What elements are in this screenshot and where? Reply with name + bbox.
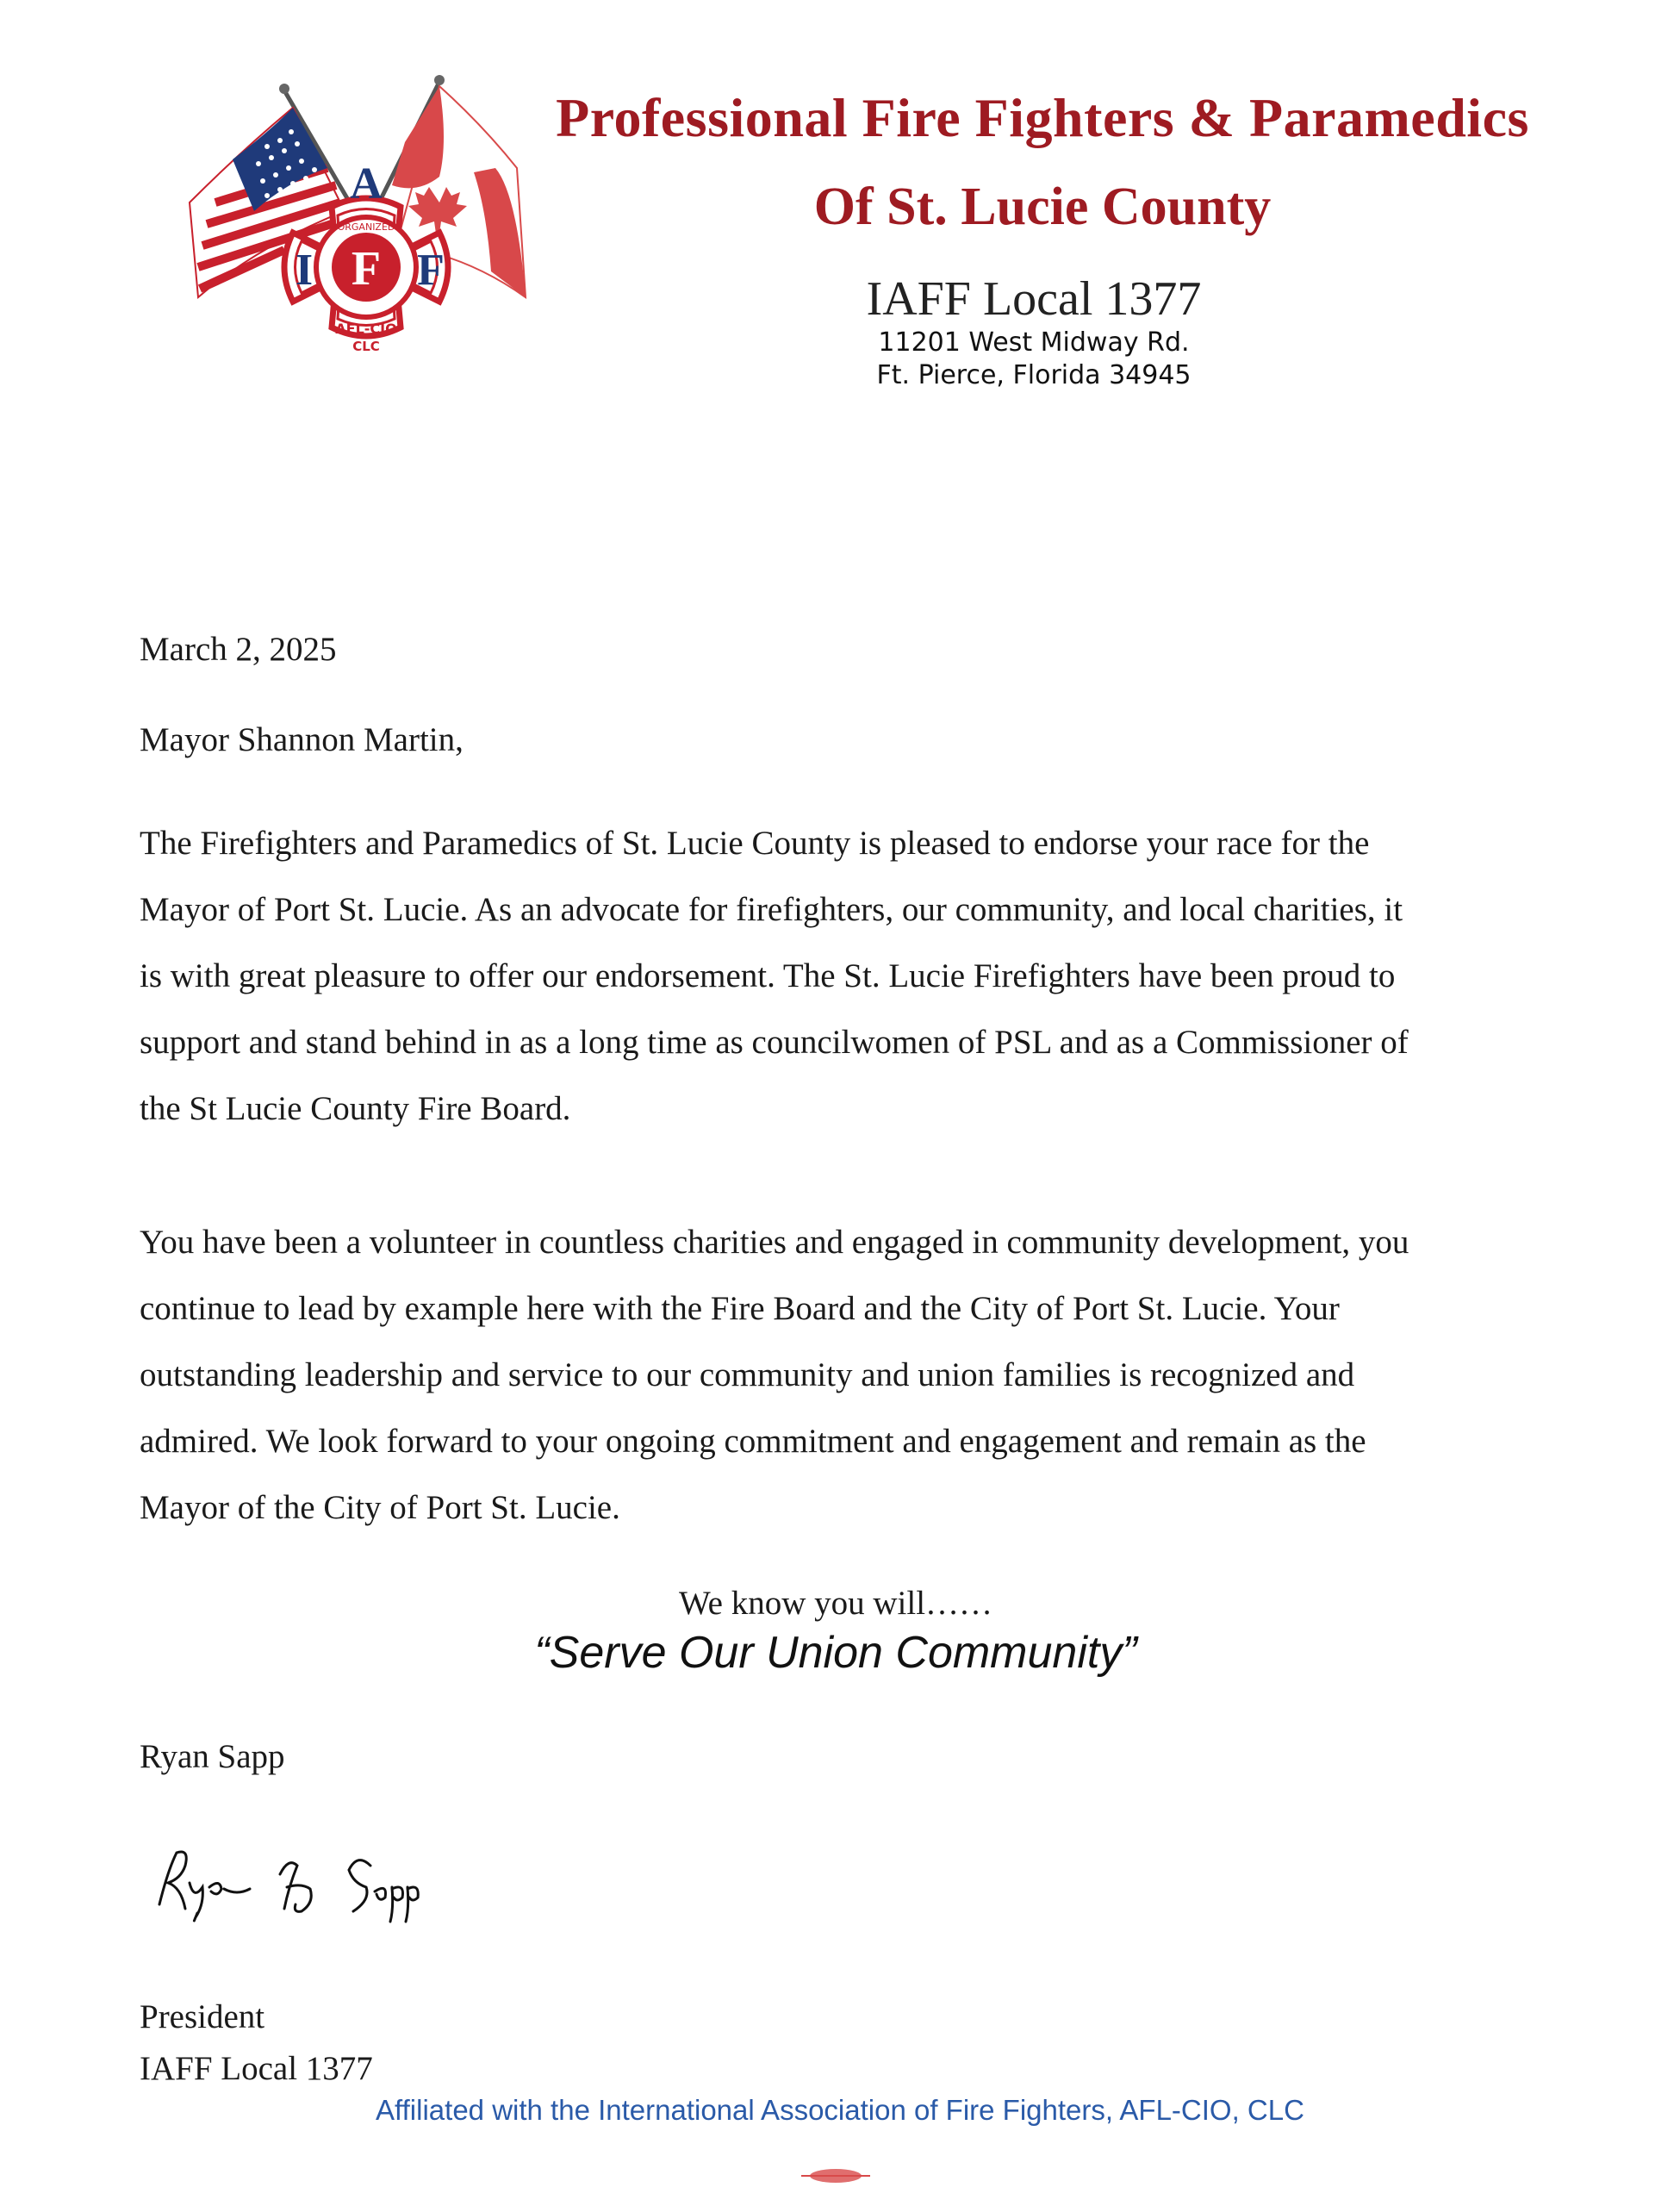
paragraph-line: continue to lead by example here with the Fire Board and the City of Port St. Lucie. Your bbox=[140, 1290, 1340, 1327]
address-line-1: 11201 West Midway Rd. bbox=[878, 327, 1190, 358]
paragraph-line: admired. We look forward to your ongoing commitment and engagement and remain as the bbox=[140, 1423, 1366, 1460]
closing-lead: We know you will…… bbox=[678, 1585, 993, 1622]
motto: “Serve Our Union Community” bbox=[534, 1628, 1137, 1678]
paragraph-line: outstanding leadership and service to our community and union families is recognized and bbox=[140, 1356, 1355, 1393]
paragraph-line: Mayor of the City of Port St. Lucie. bbox=[140, 1489, 620, 1526]
svg-text:CLC: CLC bbox=[352, 339, 380, 354]
svg-text:F: F bbox=[351, 242, 382, 296]
svg-text:ORGANIZED: ORGANIZED bbox=[337, 221, 395, 233]
paragraph-line: Mayor of Port St. Lucie. As an advocate for firefighters, our community, and local charities, it bbox=[140, 891, 1403, 928]
paragraph-line: the St Lucie County Fire Board. bbox=[140, 1090, 571, 1127]
paragraph-line: support and stand behind in as a long time as councilwomen of PSL and as a Commissioner of bbox=[140, 1024, 1409, 1061]
signer-org: IAFF Local 1377 bbox=[140, 2050, 373, 2087]
union-bug-icon bbox=[797, 2165, 874, 2187]
letter-date: March 2, 2025 bbox=[140, 631, 337, 668]
iaff-logo-icon bbox=[181, 73, 551, 444]
paragraph-1 bbox=[140, 810, 1535, 1142]
svg-text:A: A bbox=[350, 159, 383, 209]
paragraph-2 bbox=[140, 1209, 1535, 1541]
address-line-2: Ft. Pierce, Florida 34945 bbox=[876, 360, 1192, 390]
paragraph-line: The Firefighters and Paramedics of St. Lucie County is pleased to endorse your race for the bbox=[140, 825, 1370, 862]
local-name: IAFF Local 1377 bbox=[866, 272, 1202, 326]
handwritten-signature bbox=[142, 1835, 452, 1930]
svg-text:F: F bbox=[417, 246, 445, 295]
svg-text:I: I bbox=[295, 246, 314, 295]
salutation: Mayor Shannon Martin, bbox=[140, 721, 464, 758]
signer-name: Ryan Sapp bbox=[140, 1738, 285, 1775]
affiliation-footer: Affiliated with the International Association of Fire Fighters, AFL-CIO, CLC bbox=[376, 2094, 1304, 2126]
signer-title: President bbox=[140, 1998, 265, 2035]
org-name-heading: Professional Fire Fighters & Paramedics bbox=[556, 87, 1529, 148]
org-county-heading: Of St. Lucie County bbox=[813, 178, 1272, 236]
paragraph-line: is with great pleasure to offer our endorsement. The St. Lucie Firefighters have been proud to bbox=[140, 957, 1396, 994]
svg-text:AFL-CIO: AFL-CIO bbox=[335, 321, 397, 337]
paragraph-line: You have been a volunteer in countless charities and engaged in community development, you bbox=[140, 1224, 1409, 1261]
